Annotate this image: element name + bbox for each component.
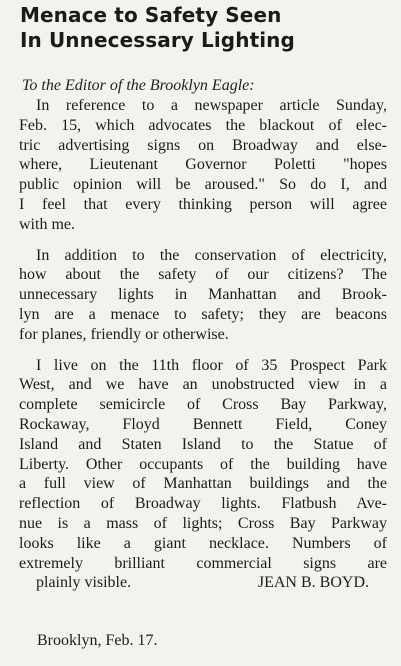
letter-body [19,96,387,593]
text-line: Island and Staten Island to the Statue of [19,435,387,453]
text-line: lyn are a menace to safety; they are beacons [19,305,387,323]
text-line: West, and we have an unobstructed view in a [19,376,387,394]
text-line: Feb. 15, which advocates the blackout of elec- [19,116,387,134]
text-line: extremely brilliant commercial signs are [19,554,387,572]
text-line: reflection of Broadway lights. Flatbush Ave- [19,495,387,513]
text-line: nue is a mass of lights; Cross Bay Parkway [19,514,387,532]
text-line: how about the safety of our citizens? The [19,266,387,284]
headline [20,3,390,53]
dateline: Brooklyn, Feb. 17. [37,632,158,649]
text-line: complete semicircle of Cross Bay Parkway, [19,396,387,414]
text-line: a full view of Manhattan buildings and the [19,475,387,493]
paragraph-1 [19,96,387,235]
text-line: Liberty. Other occupants of the building have [19,455,387,473]
salutation: To the Editor of the Brooklyn Eagle: [22,77,255,94]
text-line: unnecessary lights in Manhattan and Brook- [19,286,387,304]
paragraph-2 [19,246,387,345]
text-line: where, Lieutenant Governor Poletti "hopes [19,156,387,174]
text-line: I live on the 11th floor of 35 Prospect Park [36,356,387,374]
text-line: In reference to a newspaper article Sunday, [36,97,387,114]
text-line: looks like a giant necklace. Numbers of [19,534,387,552]
text-line: public opinion will be aroused." So do I, and [19,176,387,194]
text-line: Rockaway, Floyd Bennett Field, Coney [19,415,387,433]
headline-line-2: In Unnecessary Lighting [20,28,295,52]
closing-line [19,573,387,593]
text-line: I feel that every thinking person will agree [19,195,387,213]
text-line: for planes, friendly or otherwise. [19,325,229,343]
paragraph-3 [19,356,387,594]
text-line: with me. [19,215,75,233]
closing-text: plainly visible. [36,574,132,592]
text-line: tric advertising signs on Broadway and else- [19,136,387,154]
signature: JEAN B. BOYD. [257,574,369,592]
text-line: In addition to the conservation of electricity, [36,246,387,264]
headline-line-1: Menace to Safety Seen [20,3,282,27]
